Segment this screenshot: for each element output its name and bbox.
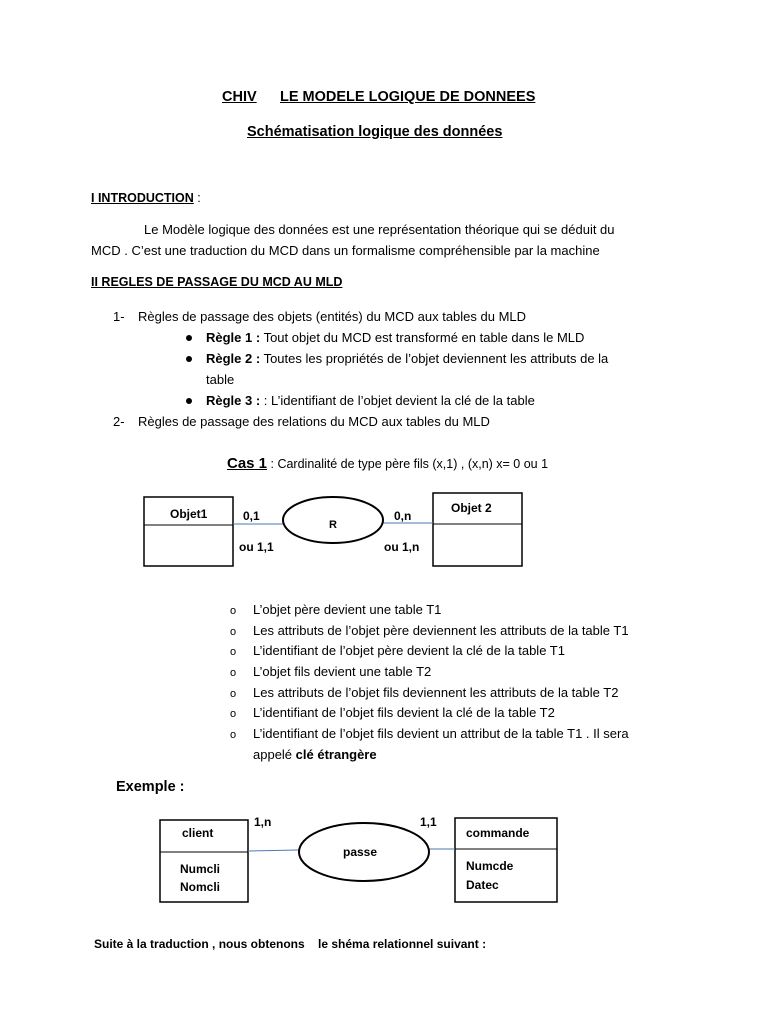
cas1-point-7: L’identifiant de l’objet fils devient un attribut de la table T1 . Il sera: [253, 726, 629, 741]
sub-rule-1-label: Règle 1 :: [206, 330, 261, 345]
circle-bullet-icon: o: [230, 729, 237, 741]
sub-rule-2-label: Règle 2 :: [206, 351, 261, 366]
client-attr-nomcli: Nomcli: [180, 880, 221, 894]
cas1-point-4: L’objet fils devient une table T2: [253, 664, 432, 679]
circle-bullet-icon: o: [230, 667, 237, 679]
intro-heading-suffix: :: [193, 191, 201, 205]
sub-rule-1-text: Tout objet du MCD est transformé en table dans le MLD: [260, 330, 585, 345]
relation-r-label: R: [329, 519, 337, 531]
commande-attr-numcde: Numcde: [466, 859, 514, 873]
circle-bullet-icon: o: [230, 626, 237, 638]
sub-rule-3-text: : L’identifiant de l’objet devient la clé de la table: [260, 393, 535, 408]
cas1-point-6: L’identifiant de l’objet fils devient la clé de la table T2: [253, 705, 555, 720]
intro-paragraph-line1: Le Modèle logique des données est une représentation théorique qui se déduit du: [144, 222, 615, 237]
page-subtitle: Schématisation logique des données: [247, 124, 503, 140]
card-11: 1,1: [420, 815, 437, 829]
page-title: LE MODELE LOGIQUE DE DONNEES: [280, 89, 536, 105]
circle-bullet-icon: o: [230, 708, 237, 720]
cas1-text: : Cardinalité de type père fils (x,1) , (x,n) x= 0 ou 1: [267, 457, 549, 471]
rule-item-2-number: 2-: [113, 414, 125, 429]
cas1-point-2: Les attributs de l’objet père deviennent les attributs de la table T1: [253, 623, 629, 638]
cas1-point-7-cont-text: appelé: [253, 747, 296, 762]
sub-rule-2-cont: table: [206, 372, 235, 387]
rule-item-2-text: Règles de passage des relations du MCD aux tables du MLD: [138, 414, 490, 429]
cas1-label: Cas 1: [227, 455, 268, 472]
rule-item-1-text: Règles de passage des objets (entités) du MCD aux tables du MLD: [138, 309, 527, 324]
cle-etrangere: clé étrangère: [295, 747, 377, 762]
commande-attr-datec: Datec: [466, 878, 499, 892]
card-right-top: 0,n: [394, 509, 412, 523]
cas1-point-5: Les attributs de l’objet fils deviennent les attributs de la table T2: [253, 685, 619, 700]
rules-heading: II REGLES DE PASSAGE DU MCD AU MLD: [91, 275, 343, 289]
circle-bullet-icon: o: [230, 646, 237, 658]
circle-bullet-icon: o: [230, 688, 237, 700]
entity-objet2: Objet 2: [451, 501, 492, 515]
cas1-point-1: L’objet père devient une table T1: [253, 602, 442, 617]
client-attr-numcli: Numcli: [180, 862, 221, 876]
circle-bullet-icon: o: [230, 605, 237, 617]
relation-passe-label: passe: [343, 845, 378, 859]
card-1n: 1,n: [254, 815, 272, 829]
card-left-top: 0,1: [243, 509, 260, 523]
entity-commande: commande: [466, 826, 530, 840]
footer-text: Suite à la traduction , nous obtenons le shéma relationnel suivant :: [94, 937, 487, 951]
rule-item-1-number: 1-: [113, 309, 125, 324]
sub-rule-3-label: Règle 3 :: [206, 393, 261, 408]
card-left-bottom: ou 1,1: [239, 540, 274, 554]
link-client: [248, 850, 299, 851]
card-right-bottom: ou 1,n: [384, 540, 420, 554]
chapter-number: CHIV: [222, 89, 257, 105]
intro-paragraph-line2: MCD . C’est une traduction du MCD dans un formalisme compréhensible par la machine: [91, 243, 600, 258]
exemple-label: Exemple :: [116, 779, 185, 795]
intro-heading: I INTRODUCTION: [91, 191, 194, 205]
cas1-point-7-cont: [253, 747, 377, 762]
cas1-point-3: L’identifiant de l’objet père devient la clé de la table T1: [253, 643, 565, 658]
entity-objet1: Objet1: [170, 507, 208, 521]
sub-rule-2-text: Toutes les propriétés de l’objet deviennent les attributs de la: [260, 351, 609, 366]
entity-client: client: [182, 826, 214, 840]
